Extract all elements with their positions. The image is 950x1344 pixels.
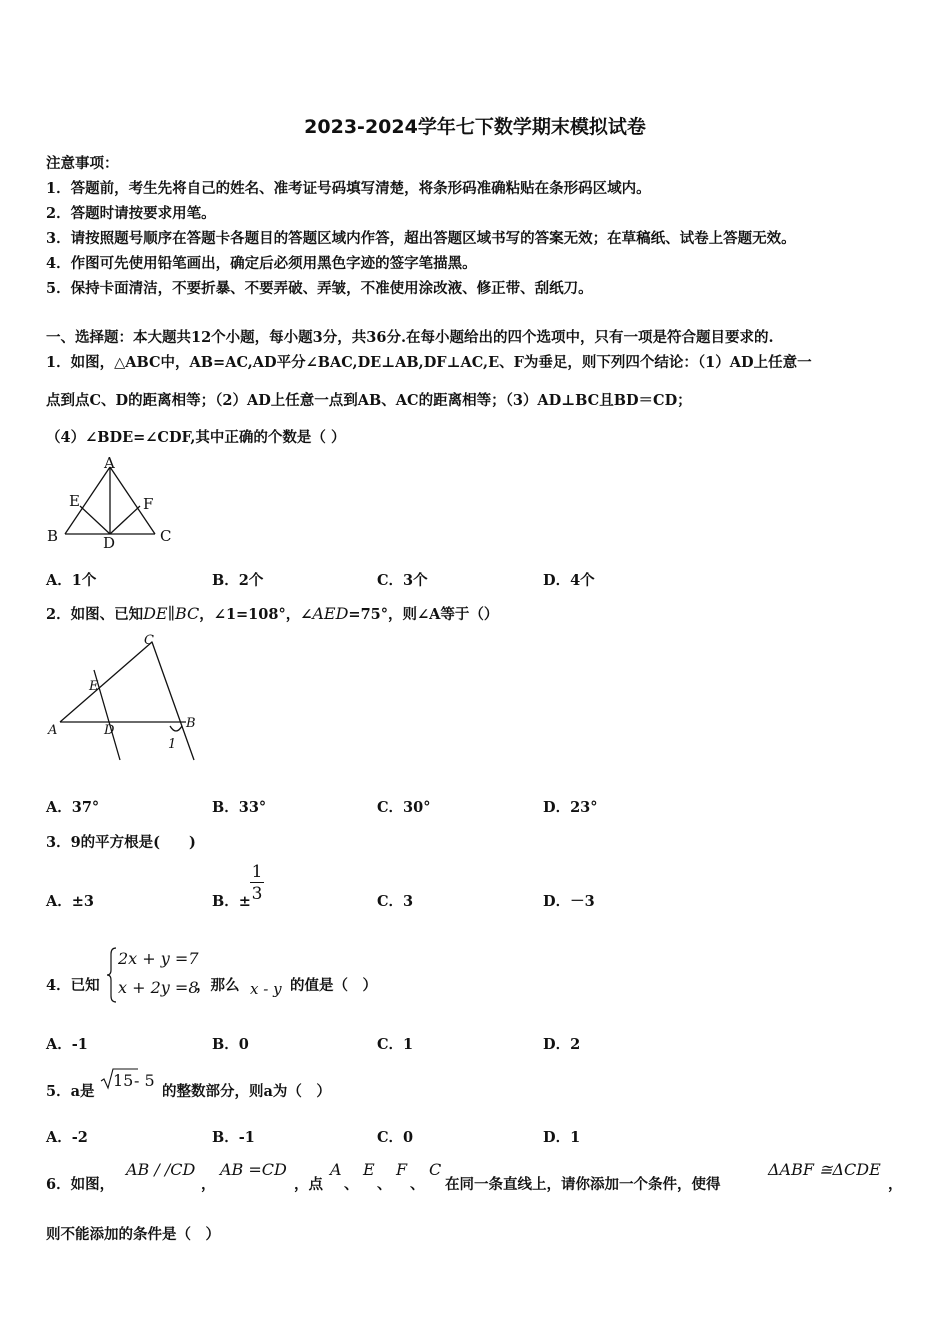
label-F: F	[143, 495, 154, 513]
q3-stem: 3．9的平方根是( )	[46, 834, 196, 851]
q2-option-c[interactable]: C．30°	[377, 799, 431, 816]
q6-end-comma: ，	[888, 1176, 903, 1193]
q6-point-a: A	[330, 1160, 342, 1179]
label-A: A	[104, 455, 115, 472]
q6-comma: ，	[201, 1176, 216, 1193]
label-D: D	[104, 723, 115, 738]
q3-option-a[interactable]: A．±3	[46, 893, 94, 910]
q6-stem-line2: 则不能添加的条件是（ ）	[46, 1226, 220, 1243]
q2-option-d[interactable]: D．23°	[543, 799, 598, 816]
q4-equation-2: x + 2y =8	[118, 978, 199, 997]
notice-item: 4．作图可先使用铅笔画出，确定后必须用黑色字迹的签字笔描黑。	[46, 255, 477, 272]
section-heading: 一、选择题：本大题共12个小题，每小题3分，共36分.在每小题给出的四个选项中，只有一项是符合题目要求的.	[46, 329, 774, 346]
notice-heading: 注意事项：	[46, 155, 119, 172]
notice-item: 3．请按照题号顺序在答题卡各题目的答题区域内作答，超出答题区域书写的答案无效；在草稿纸、试卷上答题无效。	[46, 230, 796, 247]
q4-option-b[interactable]: B．0	[212, 1036, 249, 1053]
label-C: C	[160, 527, 172, 545]
q2-option-a[interactable]: A．37°	[46, 799, 100, 816]
q6-math-congruent: ΔABF ≅ΔCDE	[768, 1160, 881, 1179]
q4-suffix: 的值是（ ）	[290, 977, 377, 994]
q1-triangle-figure	[44, 455, 184, 550]
q4-mid: ，那么	[196, 977, 240, 994]
q5-option-b[interactable]: B．-1	[212, 1129, 255, 1146]
q4-equation-1: 2x + y =7	[118, 949, 199, 968]
q4-brace	[106, 946, 118, 1004]
angle-1-label: 1	[168, 737, 177, 752]
q4-option-a[interactable]: A．-1	[46, 1036, 88, 1053]
page-title: 2023-2024学年七下数学期末模拟试卷	[304, 116, 646, 138]
q1-stem-line2: 点到点C、D的距离相等；（2）AD上任意一点到AB、AC的距离相等；（3）AD⊥BC且BD＝CD；	[46, 392, 692, 409]
q1-option-a[interactable]: A．1个	[46, 572, 97, 589]
notice-item: 1．答题前，考生先将自己的姓名、准考证号码填写清楚，将条形码准确粘贴在条形码区域内。	[46, 180, 651, 197]
q2-parallel-figure	[44, 632, 204, 767]
q1-stem-line1: 1．如图，△ABC中，AB=AC,AD平分∠BAC,DE⊥AB,DF⊥AC,E、F为垂足，则下列四个结论：（1）AD上任意一	[46, 354, 812, 371]
label-B: B	[186, 716, 196, 731]
q5-option-a[interactable]: A．-2	[46, 1129, 88, 1146]
q1-option-b[interactable]: B．2个	[212, 572, 264, 589]
q5-radicand: 15	[113, 1071, 134, 1090]
q6-separator: 、	[410, 1176, 425, 1193]
q3-option-c[interactable]: C．3	[377, 893, 414, 910]
notice-item: 5．保持卡面清洁，不要折暴、不要弄破、弄皱，不准使用涂改液、修正带、刮纸刀。	[46, 280, 593, 297]
q6-math-parallel: AB / /CD	[126, 1160, 196, 1179]
q2-option-b[interactable]: B．33°	[212, 799, 267, 816]
q4-option-d[interactable]: D．2	[543, 1036, 581, 1053]
q6-point-e: E	[363, 1160, 375, 1179]
q5-tail: - 5	[134, 1071, 155, 1090]
q6-point-word: ，点	[294, 1176, 323, 1193]
q3-option-b[interactable]: B．±	[212, 893, 251, 910]
q2-stem: 2．如图、已知DE∥BC，∠1=108°，∠AED=75°，则∠A等于（）	[46, 604, 499, 623]
q6-math-equal: AB =CD	[220, 1160, 287, 1179]
q4-option-c[interactable]: C．1	[377, 1036, 414, 1053]
q1-stem-line3: （4）∠BDE=∠CDF,其中正确的个数是（ ）	[46, 429, 346, 446]
q6-separator: 、	[377, 1176, 392, 1193]
q5-suffix: 的整数部分，则a为（ ）	[162, 1083, 331, 1100]
q5-option-d[interactable]: D．1	[543, 1129, 581, 1146]
q6-point-f: F	[396, 1160, 408, 1179]
label-D: D	[103, 534, 116, 550]
q5-prefix: 5．a是	[46, 1083, 95, 1100]
q4-prefix: 4．已知	[46, 977, 100, 994]
q6-separator: 、	[344, 1176, 359, 1193]
q4-expression: x - y	[250, 980, 282, 998]
q6-point-c: C	[429, 1160, 442, 1179]
label-A: A	[48, 723, 58, 738]
label-C: C	[144, 633, 154, 648]
q6-mid: 在同一条直线上，请你添加一个条件，使得	[445, 1176, 721, 1193]
label-E: E	[89, 679, 99, 694]
q1-option-d[interactable]: D．4个	[543, 572, 595, 589]
q3-fraction: 1 3	[251, 862, 263, 904]
notice-item: 2．答题时请按要求用笔。	[46, 205, 216, 222]
q3-option-d[interactable]: D．－3	[543, 893, 595, 910]
q6-prefix: 6．如图，	[46, 1176, 115, 1193]
label-E: E	[69, 492, 80, 510]
q1-option-c[interactable]: C．3个	[377, 572, 428, 589]
label-B: B	[47, 527, 59, 545]
q5-option-c[interactable]: C．0	[377, 1129, 414, 1146]
